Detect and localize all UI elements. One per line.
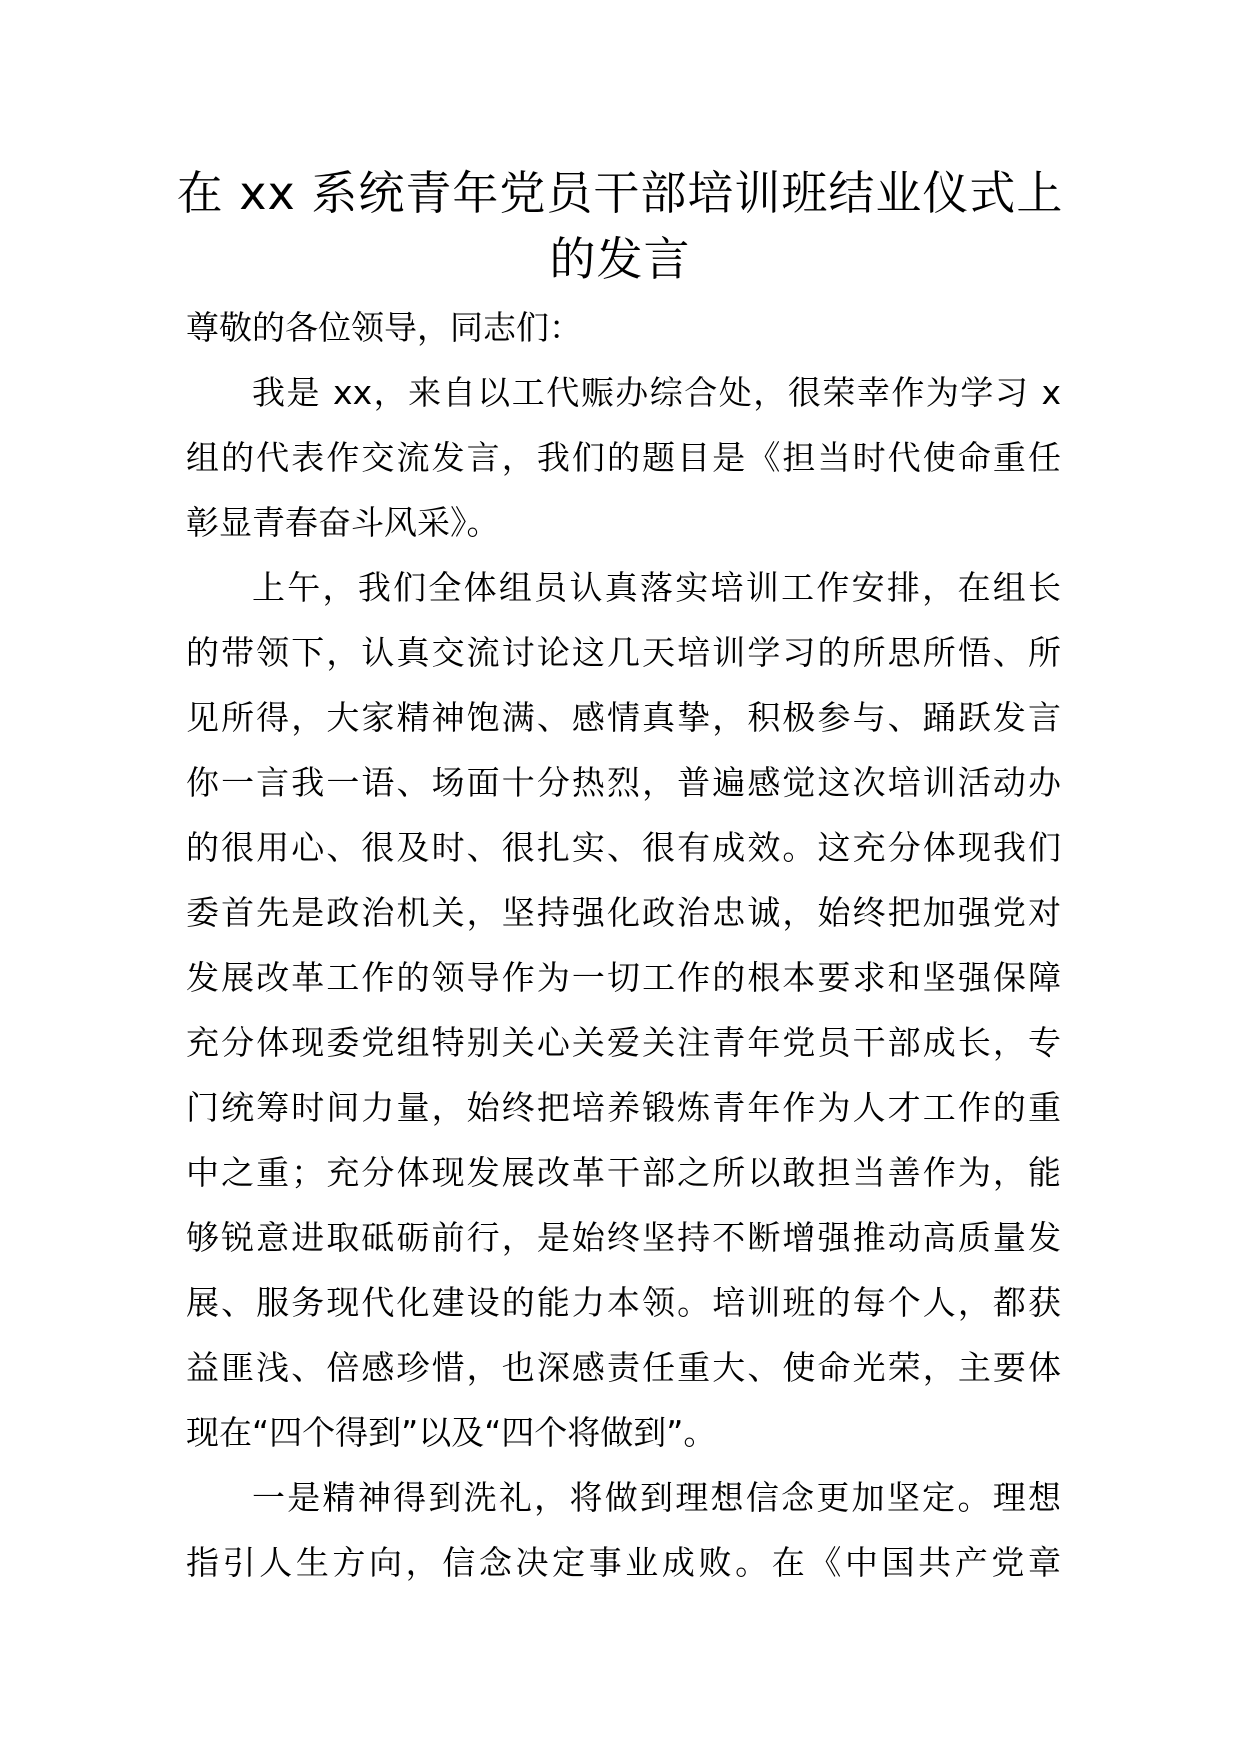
paragraph-2 bbox=[186, 555, 1061, 1465]
paragraph-line: 中之重；充分体现发展改革干部之所以敢担当善作为，能 bbox=[186, 1153, 1061, 1192]
paragraph-line: 益匪浅、倍感珍惜，也深感责任重大、使命光荣，主要体 bbox=[186, 1348, 1061, 1387]
paragraph-line: 委首先是政治机关，坚持强化政治忠诚，始终把加强党对 bbox=[186, 893, 1061, 932]
paragraph-line: 的带领下，认真交流讨论这几天培训学习的所思所悟、所 bbox=[186, 633, 1061, 672]
document-title bbox=[150, 160, 1090, 292]
paragraph-line: 发展改革工作的领导作为一切工作的根本要求和坚强保障 bbox=[186, 958, 1061, 997]
paragraph-line: 展、服务现代化建设的能力本领。培训班的每个人，都获 bbox=[186, 1283, 1061, 1322]
title-line-1: 在 xx 系统青年党员干部培训班结业仪式上 bbox=[176, 166, 1064, 220]
paragraph-line: 一是精神得到洗礼，将做到理想信念更加坚定。理想 bbox=[252, 1478, 1061, 1517]
paragraph-line: 彰显青春奋斗风采》。 bbox=[186, 503, 500, 542]
salutation: 尊敬的各位领导，同志们： bbox=[186, 308, 582, 347]
paragraph-line: 你一言我一语、场面十分热烈，普遍感觉这次培训活动办 bbox=[186, 763, 1061, 802]
paragraph-1 bbox=[186, 360, 1061, 555]
paragraph-3 bbox=[186, 1465, 1061, 1595]
paragraph-line: 见所得，大家精神饱满、感情真挚，积极参与、踊跃发言 bbox=[186, 698, 1061, 737]
document-body bbox=[186, 295, 1061, 1595]
title-line-2: 的发言 bbox=[549, 232, 691, 286]
paragraph-line: 现在“四个得到”以及“四个将做到”。 bbox=[186, 1413, 717, 1452]
paragraph-line: 充分体现委党组特别关心关爱关注青年党员干部成长，专 bbox=[186, 1023, 1061, 1062]
paragraph-line: 的很用心、很及时、很扎实、很有成效。这充分体现我们 bbox=[186, 828, 1061, 867]
paragraph-line: 上午，我们全体组员认真落实培训工作安排，在组长 bbox=[252, 568, 1061, 607]
paragraph-line: 组的代表作交流发言，我们的题目是《担当时代使命重任 bbox=[186, 438, 1061, 477]
paragraph-line: 够锐意进取砥砺前行，是始终坚持不断增强推动高质量发 bbox=[186, 1218, 1061, 1257]
paragraph-line: 门统筹时间力量，始终把培养锻炼青年作为人才工作的重 bbox=[186, 1088, 1061, 1127]
paragraph-line: 我是 xx，来自以工代赈办综合处，很荣幸作为学习 x bbox=[252, 373, 1061, 412]
paragraph-line: 指引人生方向，信念决定事业成败。在《中国共产党章 bbox=[186, 1543, 1061, 1582]
